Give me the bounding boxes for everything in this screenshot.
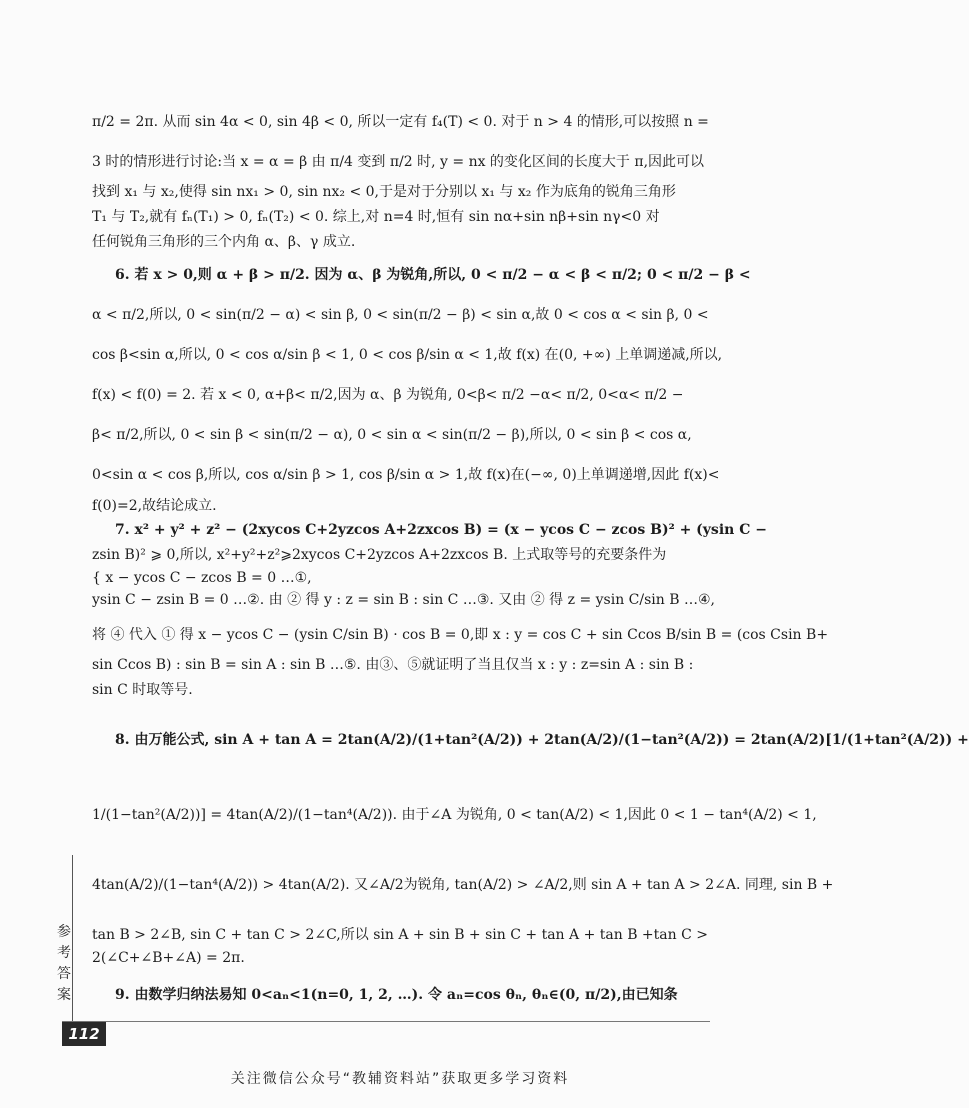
solution-6: 6. 若 x > 0,则 α + β > π/2. 因为 α、β 为锐角,所以, 0 < π/2 − α < β < π/2; 0 < π/2 − β < bbox=[115, 267, 751, 283]
text-line: 找到 x₁ 与 x₂,使得 sin nx₁ > 0, sin nx₂ < 0,于是对于分别以 x₁ 与 x₂ 作为底角的锐角三角形 bbox=[92, 184, 676, 200]
text-line: 0<sin α < cos β,所以, cos α/sin β > 1, cos β/sin α > 1,故 f(x)在(−∞, 0)上单调递增,因此 f(x)< bbox=[92, 467, 720, 483]
text-line: 3 时的情形进行讨论:当 x = α = β 由 π/4 变到 π/2 时, y = nx 的变化区间的长度大于 π,因此可以 bbox=[92, 154, 705, 170]
text-line: β< π/2,所以, 0 < sin β < sin(π/2 − α), 0 < sin α < sin(π/2 − β),所以, 0 < sin β < cos α, bbox=[92, 427, 692, 443]
text-line: f(x) < f(0) = 2. 若 x < 0, α+β< π/2,因为 α、β 为锐角, 0<β< π/2 −α< π/2, 0<α< π/2 − bbox=[92, 387, 684, 403]
text-line: zsin B)² ⩾ 0,所以, x²+y²+z²⩾2xycos C+2yzcos A+2zxcos B. 上式取等号的充要条件为 bbox=[92, 547, 667, 563]
text-line: T₁ 与 T₂,就有 fₙ(T₁) > 0, fₙ(T₂) < 0. 综上,对 n=4 时,恒有 sin nα+sin nβ+sin nγ<0 对 bbox=[92, 209, 660, 225]
side-char: 考 bbox=[57, 945, 71, 961]
text-line: 将 ④ 代入 ① 得 x − ycos C − (ysin C/sin B) · cos B = 0,即 x : y = cos C + sin Ccos B/sin B = (cos Csin B+ bbox=[92, 627, 829, 643]
text-line: 4tan(A/2)/(1−tan⁴(A/2)) > 4tan(A/2). 又∠A/2为锐角, tan(A/2) > ∠A/2,则 sin A + tan A > 2∠A. 同理, sin B + bbox=[92, 877, 834, 893]
text-line: π/2 = 2π. 从而 sin 4α < 0, sin 4β < 0, 所以一定有 f₄(T) < 0. 对于 n > 4 的情形,可以按照 n = bbox=[92, 114, 709, 130]
text-line: α < π/2,所以, 0 < sin(π/2 − α) < sin β, 0 < sin(π/2 − β) < sin α,故 0 < cos α < sin β, 0 < bbox=[92, 307, 709, 323]
text-line: cos β<sin α,所以, 0 < cos α/sin β < 1, 0 < cos β/sin α < 1,故 f(x) 在(0, +∞) 上单调递减,所以, bbox=[92, 347, 723, 363]
solution-7: 7. x² + y² + z² − (2xycos C+2yzcos A+2zxcos B) = (x − ycos C − zcos B)² + (ysin C − bbox=[115, 522, 767, 538]
text-line: 1/(1−tan²(A/2))] = 4tan(A/2)/(1−tan⁴(A/2)). 由于∠A 为锐角, 0 < tan(A/2) < 1,因此 0 < 1 − tan⁴(A/2) < 1, bbox=[92, 807, 817, 823]
text-line: sin C 时取等号. bbox=[92, 682, 193, 698]
footer-rule bbox=[62, 1021, 710, 1022]
equation-system-line-1: { x − ycos C − zcos B = 0 …①, bbox=[92, 570, 312, 586]
side-label bbox=[55, 922, 73, 1006]
text-line: f(0)=2,故结论成立. bbox=[92, 498, 217, 514]
solution-8: 8. 由万能公式, sin A + tan A = 2tan(A/2)/(1+tan²(A/2)) + 2tan(A/2)/(1−tan²(A/2)) = 2tan(A/2)[1/(1+tan²(A/2)) + bbox=[115, 732, 969, 748]
solution-9: 9. 由数学归纳法易知 0<aₙ<1(n=0, 1, 2, …). 令 aₙ=cos θₙ, θₙ∈(0, π/2),由已知条 bbox=[115, 987, 678, 1003]
text-line: tan B > 2∠B, sin C + tan C > 2∠C,所以 sin A + sin B + sin C + tan A + tan B +tan C > bbox=[92, 927, 708, 943]
side-char: 答 bbox=[57, 966, 71, 982]
text-line: sin Ccos B) : sin B = sin A : sin B …⑤. 由③、⑤就证明了当且仅当 x : y : z=sin A : sin B : bbox=[92, 657, 694, 673]
text-line: 2(∠C+∠B+∠A) = 2π. bbox=[92, 950, 245, 966]
side-char: 案 bbox=[57, 987, 71, 1003]
footer-note: 关注微信公众号“教辅资料站”获取更多学习资料 bbox=[230, 1071, 570, 1087]
equation-system-line-2: ysin C − zsin B = 0 …②. 由 ② 得 y : z = sin B : sin C …③. 又由 ② 得 z = ysin C/sin B …④, bbox=[92, 592, 715, 608]
side-char: 参 bbox=[57, 924, 71, 940]
text-line: 任何锐角三角形的三个内角 α、β、γ 成立. bbox=[92, 234, 356, 250]
page-number: 112 bbox=[62, 1022, 106, 1046]
